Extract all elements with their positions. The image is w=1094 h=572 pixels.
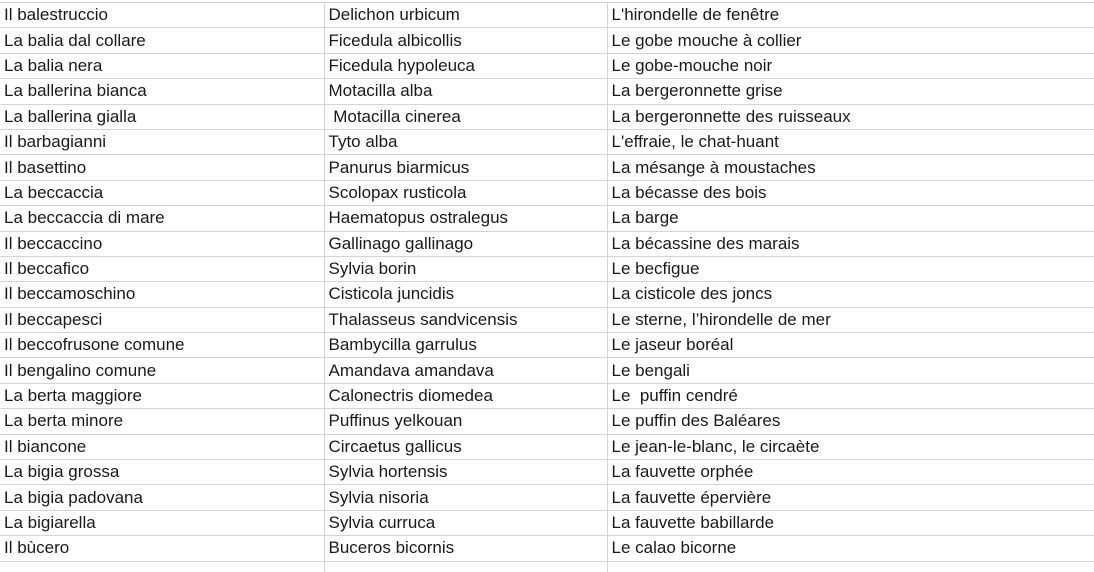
cell-latin-name[interactable]: Circaetus gallicus <box>324 434 607 459</box>
cell-latin-name[interactable]: Calonectris diomedea <box>324 383 607 408</box>
cell-italian-name[interactable]: Il balestruccio <box>0 3 324 28</box>
cell-latin-name[interactable]: Buceros bicornis <box>324 536 607 561</box>
cell-french-name[interactable]: Le jaseur boréal <box>607 333 1094 358</box>
cell-french-name[interactable]: La bécassine des marais <box>607 231 1094 256</box>
cell-latin-name[interactable]: Cisticola juncidis <box>324 282 607 307</box>
cell-french-name[interactable]: La bergeronnette des ruisseaux <box>607 104 1094 129</box>
empty-cell[interactable] <box>607 561 1094 572</box>
cell-italian-name[interactable]: La bigia padovana <box>0 485 324 510</box>
cell-latin-name[interactable]: Gallinago gallinago <box>324 231 607 256</box>
table-row <box>0 79 1094 104</box>
table-row <box>0 28 1094 53</box>
cell-french-name[interactable]: Le calao bicorne <box>607 536 1094 561</box>
grid-body <box>0 3 1094 572</box>
cell-latin-name[interactable]: Bambycilla garrulus <box>324 333 607 358</box>
table-row <box>0 333 1094 358</box>
cell-french-name[interactable]: Le jean-le-blanc, le circaète <box>607 434 1094 459</box>
cell-italian-name[interactable]: La beccaccia <box>0 180 324 205</box>
cell-french-name[interactable]: Le puffin cendré <box>607 383 1094 408</box>
cell-italian-name[interactable]: La berta maggiore <box>0 383 324 408</box>
cell-french-name[interactable]: La mésange à moustaches <box>607 155 1094 180</box>
table-row <box>0 129 1094 154</box>
cell-italian-name[interactable]: La berta minore <box>0 409 324 434</box>
cell-latin-name[interactable]: Sylvia borin <box>324 256 607 281</box>
cell-french-name[interactable]: Le puffin des Baléares <box>607 409 1094 434</box>
cell-french-name[interactable]: L'effraie, le chat-huant <box>607 129 1094 154</box>
table-row <box>0 485 1094 510</box>
cell-latin-name[interactable]: Ficedula hypoleuca <box>324 53 607 78</box>
table-row <box>0 282 1094 307</box>
table-row <box>0 155 1094 180</box>
cell-latin-name[interactable]: Tyto alba <box>324 129 607 154</box>
cell-latin-name[interactable]: Ficedula albicollis <box>324 28 607 53</box>
cell-italian-name[interactable]: La balia nera <box>0 53 324 78</box>
cell-french-name[interactable]: La bécasse des bois <box>607 180 1094 205</box>
cell-french-name[interactable]: Le gobe-mouche noir <box>607 53 1094 78</box>
table-row <box>0 180 1094 205</box>
cell-latin-name[interactable]: Delichon urbicum <box>324 3 607 28</box>
empty-cell[interactable] <box>324 561 607 572</box>
cell-latin-name[interactable]: Amandava amandava <box>324 358 607 383</box>
cell-italian-name[interactable]: La ballerina bianca <box>0 79 324 104</box>
cell-french-name[interactable]: La barge <box>607 206 1094 231</box>
cell-italian-name[interactable]: La beccaccia di mare <box>0 206 324 231</box>
table-row <box>0 409 1094 434</box>
cell-italian-name[interactable]: La bigiarella <box>0 510 324 535</box>
cell-french-name[interactable]: La fauvette babillarde <box>607 510 1094 535</box>
cell-italian-name[interactable]: Il barbagianni <box>0 129 324 154</box>
cell-latin-name[interactable]: Panurus biarmicus <box>324 155 607 180</box>
cell-italian-name[interactable]: La balia dal collare <box>0 28 324 53</box>
cell-italian-name[interactable]: Il biancone <box>0 434 324 459</box>
empty-cell[interactable] <box>0 561 324 572</box>
cell-french-name[interactable]: La bergeronnette grise <box>607 79 1094 104</box>
cell-italian-name[interactable]: Il bùcero <box>0 536 324 561</box>
cell-italian-name[interactable]: Il basettino <box>0 155 324 180</box>
cell-italian-name[interactable]: Il bengalino comune <box>0 358 324 383</box>
table-row <box>0 460 1094 485</box>
cell-italian-name[interactable]: La ballerina gialla <box>0 104 324 129</box>
table-row <box>0 510 1094 535</box>
cell-latin-name[interactable]: Haematopus ostralegus <box>324 206 607 231</box>
table-row <box>0 536 1094 561</box>
table-row <box>0 231 1094 256</box>
cell-french-name[interactable]: Le bengali <box>607 358 1094 383</box>
table-row <box>0 206 1094 231</box>
table-row <box>0 358 1094 383</box>
table-row <box>0 256 1094 281</box>
cell-italian-name[interactable]: Il beccapesci <box>0 307 324 332</box>
cell-french-name[interactable]: Le gobe mouche à collier <box>607 28 1094 53</box>
cell-french-name[interactable]: La fauvette épervière <box>607 485 1094 510</box>
table-row <box>0 307 1094 332</box>
cell-italian-name[interactable]: Il beccafico <box>0 256 324 281</box>
cell-latin-name[interactable]: Sylvia nisoria <box>324 485 607 510</box>
cell-latin-name[interactable]: Thalasseus sandvicensis <box>324 307 607 332</box>
cell-latin-name[interactable]: Motacilla alba <box>324 79 607 104</box>
table-row <box>0 434 1094 459</box>
table-row <box>0 3 1094 28</box>
cell-latin-name[interactable]: Sylvia hortensis <box>324 460 607 485</box>
cell-latin-name[interactable]: Scolopax rusticola <box>324 180 607 205</box>
table-row <box>0 53 1094 78</box>
data-grid <box>0 2 1094 572</box>
cell-italian-name[interactable]: Il beccamoschino <box>0 282 324 307</box>
empty-row <box>0 561 1094 572</box>
cell-french-name[interactable]: Le becfigue <box>607 256 1094 281</box>
table-row <box>0 383 1094 408</box>
cell-french-name[interactable]: Le sterne, l’hirondelle de mer <box>607 307 1094 332</box>
cell-italian-name[interactable]: La bigia grossa <box>0 460 324 485</box>
cell-french-name[interactable]: La cisticole des joncs <box>607 282 1094 307</box>
cell-italian-name[interactable]: Il beccaccino <box>0 231 324 256</box>
cell-latin-name[interactable]: Sylvia curruca <box>324 510 607 535</box>
table-row <box>0 104 1094 129</box>
cell-italian-name[interactable]: Il beccofrusone comune <box>0 333 324 358</box>
cell-latin-name[interactable]: Motacilla cinerea <box>324 104 607 129</box>
cell-latin-name[interactable]: Puffinus yelkouan <box>324 409 607 434</box>
cell-french-name[interactable]: L'hirondelle de fenêtre <box>607 3 1094 28</box>
cell-french-name[interactable]: La fauvette orphée <box>607 460 1094 485</box>
